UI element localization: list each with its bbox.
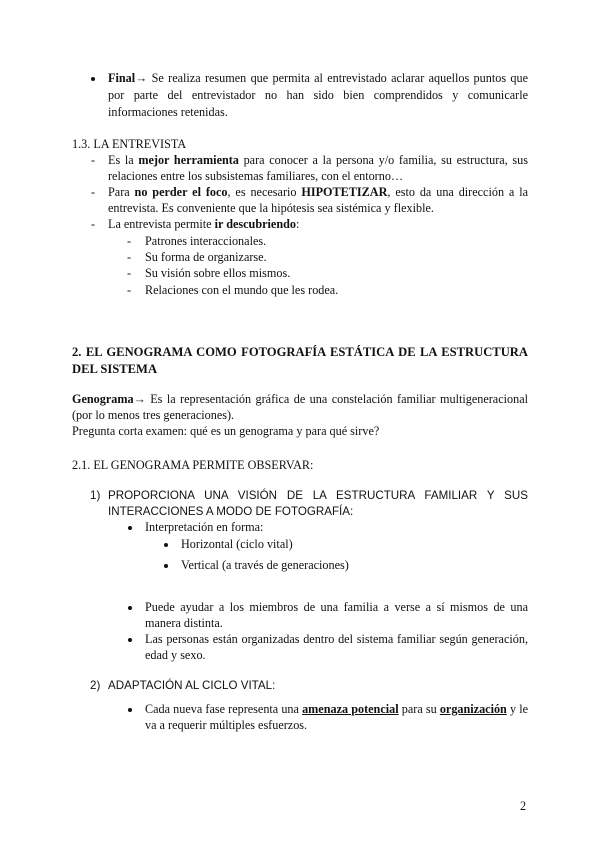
dash-marker: - [127,266,132,280]
bullet-dot [128,526,132,530]
entrevista-item-3 [108,216,299,232]
item-2-text [145,701,528,733]
list-item: Vertical (a través de generaciones) [181,558,349,572]
bullet-dot [91,77,95,81]
item3-post: : [295,217,300,231]
exam-note: Pregunta corta examen: qué es un genograma y para qué sirve? [72,424,380,438]
entrevista-item-2 [108,184,528,216]
bullet-dot [164,543,168,547]
underlined-term: amenaza potencial [302,702,399,716]
item1-pre: Es la [108,153,139,167]
item2-bold1: no perder el foco [134,185,228,199]
item-1-title: PROPORCIONA UNA VISIÓN DE LA ESTRUCTURA FAMILIAR Y SUS INTERACCIONES A MODO DE FOTOGRAFÍA: [108,489,528,518]
list-number: 1) [90,489,101,502]
interpretation-label: Interpretación en forma: [145,520,264,534]
definition-text: Es la representación gráfica de una constelación familiar multigeneracional (por lo menos tres generaciones). [72,392,528,422]
section-2-heading: 2. EL GENOGRAMA COMO FOTOGRAFÍA ESTÁTICA DE LA ESTRUCTURA DEL SISTEMA [72,345,528,376]
bullet-dot [164,564,168,568]
arrow-symbol: → [135,71,148,85]
item3-bold: ir descubriendo [214,217,296,231]
definition-label: Genograma [72,392,134,406]
item2-post: , esto da una dirección a la entrevista. Es conveniente que la hipótesis sea sistémica y flexible. [108,185,529,215]
item-2-title: ADAPTACIÓN AL CICLO VITAL: [108,679,276,692]
list-item: Relaciones con el mundo que les rodea. [145,283,339,297]
list-number: 2) [90,679,101,692]
dash-marker: - [91,217,96,231]
entrevista-item-1 [108,152,528,184]
item2-text-post: y le va a requerir múltiples esfuerzos. [145,702,528,732]
bullet-dot [128,708,132,712]
item1-bold: mejor herramienta [138,153,239,167]
item1-post: para conocer a la persona y/o familia, su estructura, sus relaciones entre los subsistemas familiares, con el entorno… [108,153,528,183]
dash-marker: - [91,185,96,199]
genograma-definition [72,391,528,423]
item2-bold2: HIPOTETIZAR [301,185,388,199]
list-item: Horizontal (ciclo vital) [181,537,293,551]
section-1-3-title: 1.3. LA ENTREVISTA [72,137,187,151]
dash-marker: - [127,283,132,297]
bullet-dot [128,606,132,610]
item3-pre: La entrevista permite [108,217,215,231]
dash-marker: - [127,250,132,264]
item2-text-pre: Cada nueva fase representa una [145,702,303,716]
dash-marker: - [91,153,96,167]
final-text: Se realiza resumen que permita al entrevistado aclarar aquellos puntos que por parte del entrevistador no han sido bien comprendidos y comunicarle informaciones retenidas. [108,71,528,119]
underlined-term: organización [439,702,507,716]
list-item: Patrones interaccionales. [145,234,267,248]
item2-pre: Para [108,185,135,199]
bullet-dot [128,638,132,642]
dash-marker: - [127,234,132,248]
list-item: Su visión sobre ellos mismos. [145,266,291,280]
final-label: Final [108,71,136,85]
final-paragraph [108,70,528,121]
item2-mid: , es necesario [227,185,302,199]
item-1-bullet-3: Las personas están organizadas dentro del sistema familiar según generación, edad y sexo. [145,632,528,662]
item-1-bullet-2: Puede ayudar a los miembros de una familia a verse a sí mismos de una manera distinta. [145,600,528,630]
item2-text-mid: para su [398,702,440,716]
page-number: 2 [520,799,527,813]
list-item: Su forma de organizarse. [145,250,267,264]
arrow-symbol: → [133,392,146,406]
section-2-1-title: 2.1. EL GENOGRAMA PERMITE OBSERVAR: [72,458,314,472]
